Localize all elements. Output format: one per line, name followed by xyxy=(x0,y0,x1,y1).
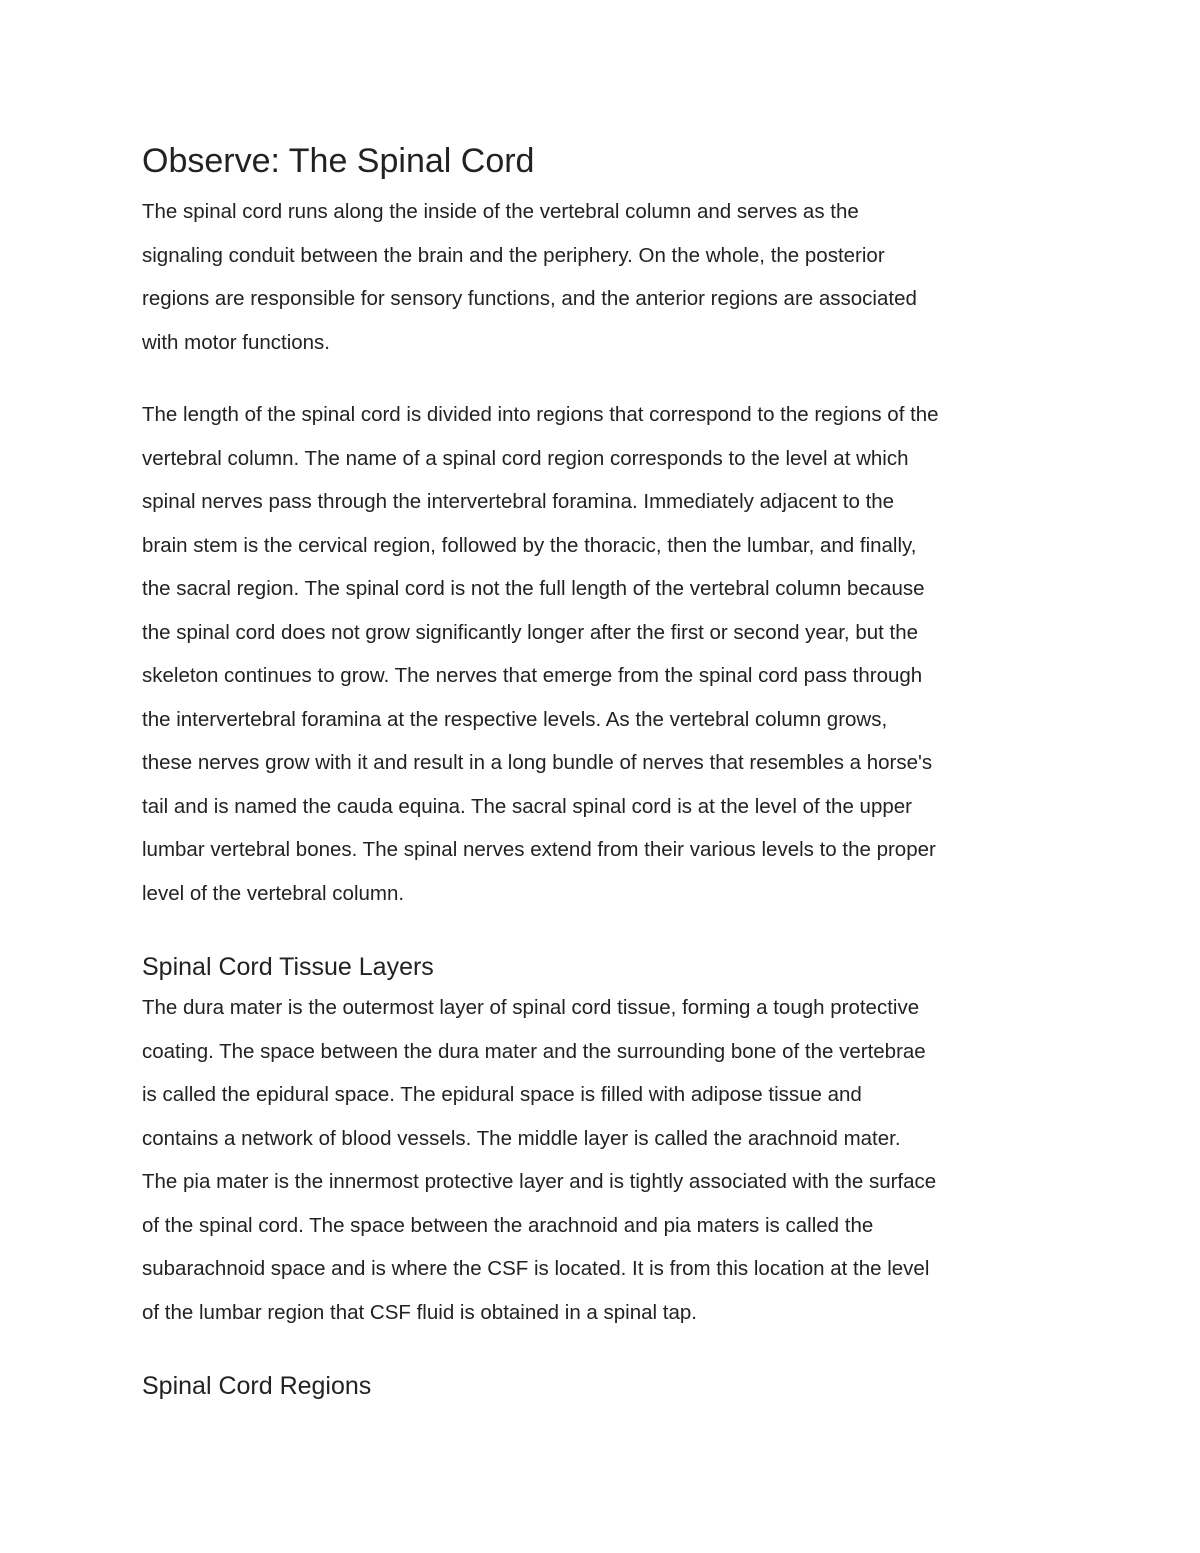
regions-heading: Spinal Cord Regions xyxy=(142,1372,372,1400)
paragraph-line: spinal nerves pass through the intervertebral foramina. Immediately adjacent to the xyxy=(142,490,895,513)
paragraph-line: skeleton continues to grow. The nerves that emerge from the spinal cord pass through xyxy=(142,664,923,687)
paragraph-line: The pia mater is the innermost protective layer and is tightly associated with the surface xyxy=(142,1170,937,1193)
paragraph-line: of the lumbar region that CSF fluid is obtained in a spinal tap. xyxy=(142,1300,697,1324)
paragraph-line: these nerves grow with it and result in a long bundle of nerves that resembles a horse's xyxy=(142,751,933,774)
paragraph-line: vertebral column. The name of a spinal cord region corresponds to the level at which xyxy=(142,446,909,470)
tissue-layers-paragraph xyxy=(142,986,936,1334)
paragraph-line: brain stem is the cervical region, followed by the thoracic, then the lumbar, and finally, xyxy=(142,533,917,557)
paragraph-line: with motor functions. xyxy=(142,330,330,354)
paragraph-line: The spinal cord runs along the inside of the vertebral column and serves as the xyxy=(142,200,859,223)
tissue-layers-heading: Spinal Cord Tissue Layers xyxy=(142,953,434,981)
paragraph-line: is called the epidural space. The epidural space is filled with adipose tissue and xyxy=(142,1083,862,1106)
paragraph-line: the intervertebral foramina at the respective levels. As the vertebral column grows, xyxy=(142,707,888,731)
paragraph-line: lumbar vertebral bones. The spinal nerves extend from their various levels to the proper xyxy=(142,838,936,861)
paragraph-line: the sacral region. The spinal cord is not the full length of the vertebral column because xyxy=(142,577,925,600)
paragraph-line: level of the vertebral column. xyxy=(142,881,405,905)
paragraph-line: coating. The space between the dura mater and the surrounding bone of the vertebrae xyxy=(142,1039,926,1063)
paragraph-line: tail and is named the cauda equina. The sacral spinal cord is at the level of the upper xyxy=(142,794,912,818)
paragraph-line: the spinal cord does not grow significantly longer after the first or second year, but the xyxy=(142,620,919,644)
paragraph-line: regions are responsible for sensory functions, and the anterior regions are associated xyxy=(142,287,917,310)
paragraph-line: The length of the spinal cord is divided into regions that correspond to the regions of the xyxy=(142,403,939,426)
regions-description-paragraph xyxy=(142,393,939,915)
paragraph-line: The dura mater is the outermost layer of spinal cord tissue, forming a tough protective xyxy=(142,996,920,1019)
paragraph-line: subarachnoid space and is where the CSF is located. It is from this location at the level xyxy=(142,1257,930,1280)
page-title: Observe: The Spinal Cord xyxy=(142,142,535,180)
intro-paragraph xyxy=(142,190,917,364)
paragraph-line: signaling conduit between the brain and the periphery. On the whole, the posterior xyxy=(142,243,885,267)
paragraph-line: contains a network of blood vessels. The middle layer is called the arachnoid mater. xyxy=(142,1126,901,1150)
paragraph-line: of the spinal cord. The space between the arachnoid and pia maters is called the xyxy=(142,1213,874,1237)
